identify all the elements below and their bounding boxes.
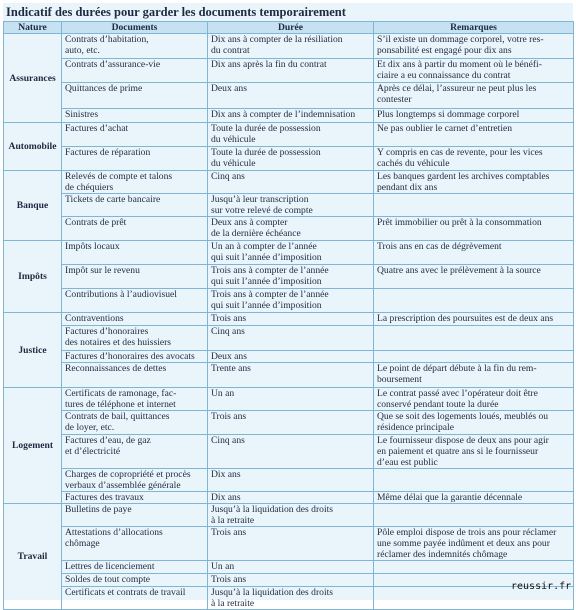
- table-row: [4, 363, 574, 388]
- duration-cell: Deux ans à compter de la dernière échéance: [208, 217, 374, 241]
- table-row: [4, 435, 574, 469]
- duration-cell: Toute la durée de possession du véhicule: [208, 123, 374, 147]
- category-cell: Banque: [4, 171, 62, 241]
- document-cell: Charges de copropriété et procès verbaux d’assemblée générale: [62, 469, 208, 492]
- document-cell: Factures d’honoraires des avocats: [62, 351, 208, 363]
- table-row: [4, 289, 574, 313]
- duration-cell: Dix ans à compter de la résiliation du contrat: [208, 34, 374, 59]
- remark-cell: Ne pas oublier le carnet d’entretien: [374, 123, 574, 147]
- table-row: [4, 83, 574, 109]
- document-cell: Contraventions: [62, 313, 208, 326]
- category-cell: Assurances: [4, 34, 62, 123]
- remark-cell: [374, 289, 574, 313]
- remark-cell: [374, 194, 574, 217]
- document-cell: Bulletins de paye: [62, 504, 208, 527]
- table-row: [4, 34, 574, 59]
- duration-cell: Cinq ans: [208, 435, 374, 469]
- document-cell: Factures des travaux: [62, 492, 208, 504]
- document-cell: Contributions à l’audiovisuel: [62, 289, 208, 313]
- duration-cell: Cinq ans: [208, 326, 374, 351]
- document-cell: Lettres de licenciement: [62, 561, 208, 574]
- document-cell: Contrats d’assurance-vie: [62, 59, 208, 83]
- table-row: [4, 241, 574, 265]
- header-duree: Durée: [208, 22, 374, 34]
- remark-cell: [374, 351, 574, 363]
- table-row: [4, 527, 574, 561]
- document-title: Indicatif des durées pour garder les documents temporairement: [6, 5, 346, 19]
- document-cell: Contrats de bail, quittances de loyer, etc.: [62, 411, 208, 435]
- table-row: [4, 147, 574, 171]
- duration-cell: Deux ans: [208, 351, 374, 363]
- duration-cell: Dix ans à compter de l’indemnisation: [208, 109, 374, 123]
- duration-cell: Jusqu’à la liquidation des droits à la retraite: [208, 587, 374, 610]
- duration-cell: Un an: [208, 388, 374, 411]
- table-row: [4, 351, 574, 363]
- category-cell: Justice: [4, 313, 62, 388]
- remark-cell: [374, 504, 574, 527]
- document-cell: Attestations d’allocations chômage: [62, 527, 208, 561]
- category-cell: Travail: [4, 504, 62, 610]
- category-cell: Impôts: [4, 241, 62, 313]
- remark-cell: Quatre ans avec le prélèvement à la source: [374, 265, 574, 289]
- table-row: [4, 492, 574, 504]
- table-row: [4, 313, 574, 326]
- remark-cell: Que se soit des logements loués, meublés ou résidence principale: [374, 411, 574, 435]
- table-row: [4, 59, 574, 83]
- remark-cell: Et dix ans à partir du moment où le bénéfi- ciaire a eu connaissance du contrat: [374, 59, 574, 83]
- table-row: [4, 265, 574, 289]
- remark-cell: Le point de départ débute à la fin du rem- boursement: [374, 363, 574, 388]
- table-row: [4, 411, 574, 435]
- duration-cell: Trois ans: [208, 527, 374, 561]
- remark-cell: [374, 326, 574, 351]
- remark-cell: Y compris en cas de revente, pour les vices cachés du véhicule: [374, 147, 574, 171]
- duration-cell: Jusqu’à leur transcription sur votre relevé de compte: [208, 194, 374, 217]
- duration-cell: Dix ans: [208, 492, 374, 504]
- document-cell: Factures d’achat: [62, 123, 208, 147]
- table-row: [4, 504, 574, 527]
- table-row: [4, 561, 574, 574]
- remark-cell: Trois ans en cas de dégrèvement: [374, 241, 574, 265]
- document-cell: Soldes de tout compte: [62, 574, 208, 587]
- document-cell: Tickets de carte bancaire: [62, 194, 208, 217]
- remark-cell: Plus longtemps si dommage corporel: [374, 109, 574, 123]
- document-cell: Sinistres: [62, 109, 208, 123]
- document-sheet: [3, 3, 573, 609]
- duration-cell: Dix ans après la fin du contrat: [208, 59, 374, 83]
- remark-cell: Prêt immobilier ou prêt à la consommation: [374, 217, 574, 241]
- table-row: [4, 194, 574, 217]
- duration-cell: Cinq ans: [208, 171, 374, 194]
- duration-cell: Jusqu’à la liquidation des droits à la retraite: [208, 504, 374, 527]
- category-cell: Logement: [4, 388, 62, 504]
- table-row: [4, 171, 574, 194]
- remark-cell: Pôle emploi dispose de trois ans pour réclamer une somme payée indûment et deux ans pour réclamer des indemnités chômage: [374, 527, 574, 561]
- document-cell: Certificats de ramonage, fac- tures de téléphone et internet: [62, 388, 208, 411]
- table-row: [4, 388, 574, 411]
- remark-cell: [374, 469, 574, 492]
- remark-cell: Les banques gardent les archives comptables pendant dix ans: [374, 171, 574, 194]
- remark-cell: Après ce délai, l’assureur ne peut plus les contester: [374, 83, 574, 109]
- duration-cell: Deux ans: [208, 83, 374, 109]
- document-cell: Impôts locaux: [62, 241, 208, 265]
- document-cell: Contrats de prêt: [62, 217, 208, 241]
- table-header-row: [4, 22, 574, 34]
- source-watermark: reussir.fr: [511, 581, 572, 592]
- document-cell: Factures d’eau, de gaz et d’électricité: [62, 435, 208, 469]
- remark-cell: S’il existe un dommage corporel, votre res- ponsabilité est engagé pour dix ans: [374, 34, 574, 59]
- table-row: [4, 123, 574, 147]
- table-row: [4, 587, 574, 610]
- duration-cell: Trois ans: [208, 574, 374, 587]
- header-remarques: Remarques: [374, 22, 574, 34]
- table-row: [4, 109, 574, 123]
- document-cell: Quittances de prime: [62, 83, 208, 109]
- retention-table: [3, 21, 574, 610]
- header-documents: Documents: [62, 22, 208, 34]
- document-cell: Factures d’honoraires des notaires et des huissiers: [62, 326, 208, 351]
- document-cell: Relevés de compte et talons de chéquiers: [62, 171, 208, 194]
- remark-cell: La prescription des poursuites est de deux ans: [374, 313, 574, 326]
- duration-cell: Trois ans: [208, 313, 374, 326]
- duration-cell: Un an: [208, 561, 374, 574]
- remark-cell: Le contrat passé avec l’opérateur doit être conservé pendant toute la durée: [374, 388, 574, 411]
- duration-cell: Toute la durée de possession du véhicule: [208, 147, 374, 171]
- duration-cell: Dix ans: [208, 469, 374, 492]
- remark-cell: Le fournisseur dispose de deux ans pour agir en paiement et quatre ans si le fournisseur d’eau est public: [374, 435, 574, 469]
- table-row: [4, 574, 574, 587]
- document-cell: Contrats d’habitation, auto, etc.: [62, 34, 208, 59]
- table-row: [4, 326, 574, 351]
- duration-cell: Trois ans à compter de l’année qui suit l’année d’imposition: [208, 289, 374, 313]
- duration-cell: Trois ans à compter de l’année qui suit l’année d’imposition: [208, 265, 374, 289]
- remark-cell: Même délai que la garantie décennale: [374, 492, 574, 504]
- table-row: [4, 217, 574, 241]
- header-nature: Nature: [4, 22, 62, 34]
- remark-cell: [374, 561, 574, 574]
- duration-cell: Un an à compter de l’année qui suit l’année d’imposition: [208, 241, 374, 265]
- duration-cell: Trente ans: [208, 363, 374, 388]
- document-cell: Factures de réparation: [62, 147, 208, 171]
- document-cell: Certificats et contrats de travail: [62, 587, 208, 610]
- table-row: [4, 469, 574, 492]
- category-cell: Automobile: [4, 123, 62, 171]
- duration-cell: Trois ans: [208, 411, 374, 435]
- table-body: [4, 34, 574, 610]
- document-cell: Reconnaissances de dettes: [62, 363, 208, 388]
- document-cell: Impôt sur le revenu: [62, 265, 208, 289]
